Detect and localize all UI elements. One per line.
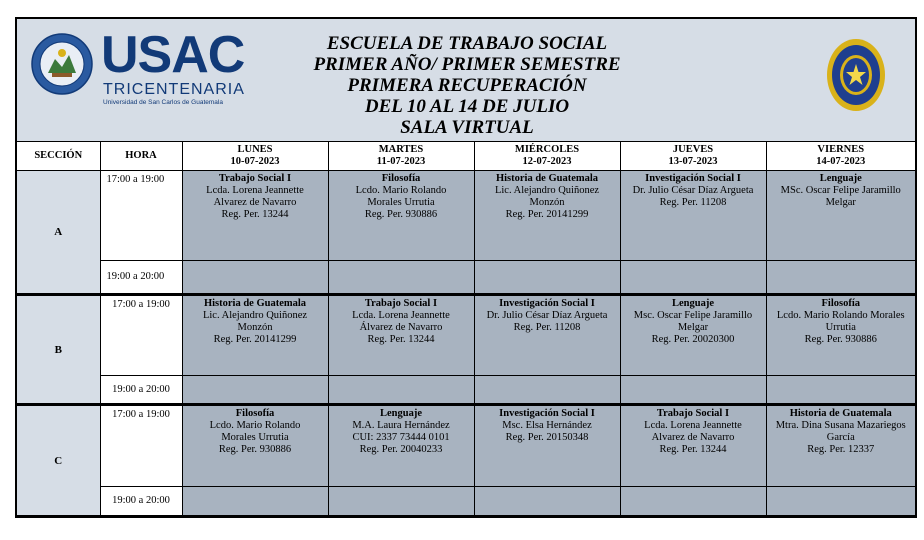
col-header-day: JUEVES 13-07-2023 — [620, 142, 766, 171]
empty-slot — [328, 376, 474, 405]
empty-slot — [328, 260, 474, 294]
title-line-5: SALA VIRTUAL — [400, 117, 534, 138]
table-header-row — [17, 142, 915, 171]
col-header-day: MIÉRCOLES 12-07-2023 — [474, 142, 620, 171]
table-row — [17, 486, 915, 515]
time-slot: 17:00 a 19:00 — [100, 294, 182, 375]
university-name: Universidad de San Carlos de Guatemala — [103, 99, 223, 106]
class-slot: Historia de Guatemala Lic. Alejandro Quiñonez Monzón Reg. Per. 20141299 — [474, 171, 620, 261]
table-row — [17, 260, 915, 294]
empty-slot — [620, 260, 766, 294]
section-label: A — [17, 171, 100, 295]
class-slot: Trabajo Social I Lcda. Lorena Jeannette Álvarez de Navarro Reg. Per. 13244 — [328, 294, 474, 375]
usac-tricentenaria: TRICENTENARIA — [103, 81, 245, 98]
empty-slot — [766, 376, 915, 405]
class-slot: Historia de Guatemala Mtra. Dina Susana Mazariegos García Reg. Per. 12337 — [766, 405, 915, 486]
table-row — [17, 171, 915, 261]
title-line-4: DEL 10 AL 14 DE JULIO — [364, 96, 570, 117]
empty-slot — [328, 486, 474, 515]
title-line-2: PRIMER AÑO/ PRIMER SEMESTRE — [313, 54, 621, 75]
trabajo-social-seal-icon — [825, 37, 887, 113]
document-title — [257, 33, 677, 138]
class-slot: Historia de Guatemala Lic. Alejandro Quiñonez Monzón Reg. Per. 20141299 — [182, 294, 328, 375]
col-header-hour: HORA — [100, 142, 182, 171]
class-slot: Lenguaje MSc. Oscar Felipe Jaramillo Melgar — [766, 171, 915, 261]
class-slot: Investigación Social I Dr. Julio César Díaz Argueta Reg. Per. 11208 — [620, 171, 766, 261]
time-slot: 19:00 a 20:00 — [100, 486, 182, 515]
time-slot: 19:00 a 20:00 — [100, 376, 182, 405]
title-line-3: PRIMERA RECUPERACIÓN — [347, 75, 587, 96]
schedule-table — [17, 141, 915, 516]
col-header-day: LUNES 10-07-2023 — [182, 142, 328, 171]
title-line-1: ESCUELA DE TRABAJO SOCIAL — [326, 33, 608, 54]
col-header-day: VIERNES 14-07-2023 — [766, 142, 915, 171]
empty-slot — [620, 486, 766, 515]
document-header — [17, 19, 915, 143]
table-row — [17, 376, 915, 405]
empty-slot — [474, 486, 620, 515]
time-slot: 17:00 a 19:00 — [100, 405, 182, 486]
class-slot: Investigación Social I Msc. Elsa Hernández Reg. Per. 20150348 — [474, 405, 620, 486]
empty-slot — [474, 260, 620, 294]
class-slot: Filosofía Lcdo. Mario Rolando Morales Urrutia Reg. Per. 930886 — [182, 405, 328, 486]
col-header-section: SECCIÓN — [17, 142, 100, 171]
usac-seal-icon — [31, 33, 93, 95]
class-slot: Filosofía Lcdo. Mario Rolando Morales Urrutia Reg. Per. 930886 — [328, 171, 474, 261]
time-slot: 19:00 a 20:00 — [100, 260, 182, 294]
empty-slot — [182, 376, 328, 405]
table-row — [17, 294, 915, 375]
col-header-day: MARTES 11-07-2023 — [328, 142, 474, 171]
schedule-sheet — [15, 17, 917, 518]
section-label: B — [17, 294, 100, 405]
empty-slot — [766, 486, 915, 515]
class-slot: Investigación Social I Dr. Julio César Díaz Argueta Reg. Per. 11208 — [474, 294, 620, 375]
empty-slot — [474, 376, 620, 405]
empty-slot — [182, 260, 328, 294]
class-slot: Filosofía Lcdo. Mario Rolando Morales Urrutia Reg. Per. 930886 — [766, 294, 915, 375]
table-row — [17, 405, 915, 486]
section-label: C — [17, 405, 100, 516]
class-slot: Trabajo Social I Lcda. Lorena Jeannette Alvarez de Navarro Reg. Per. 13244 — [182, 171, 328, 261]
time-slot: 17:00 a 19:00 — [100, 171, 182, 261]
empty-slot — [182, 486, 328, 515]
class-slot: Lenguaje Msc. Oscar Felipe Jaramillo Melgar Reg. Per. 20020300 — [620, 294, 766, 375]
usac-wordmark: USAC — [101, 26, 245, 84]
class-slot: Lenguaje M.A. Laura Hernández CUI: 2337 73444 0101 Reg. Per. 20040233 — [328, 405, 474, 486]
class-slot: Trabajo Social I Lcda. Lorena Jeannette Alvarez de Navarro Reg. Per. 13244 — [620, 405, 766, 486]
empty-slot — [620, 376, 766, 405]
empty-slot — [766, 260, 915, 294]
